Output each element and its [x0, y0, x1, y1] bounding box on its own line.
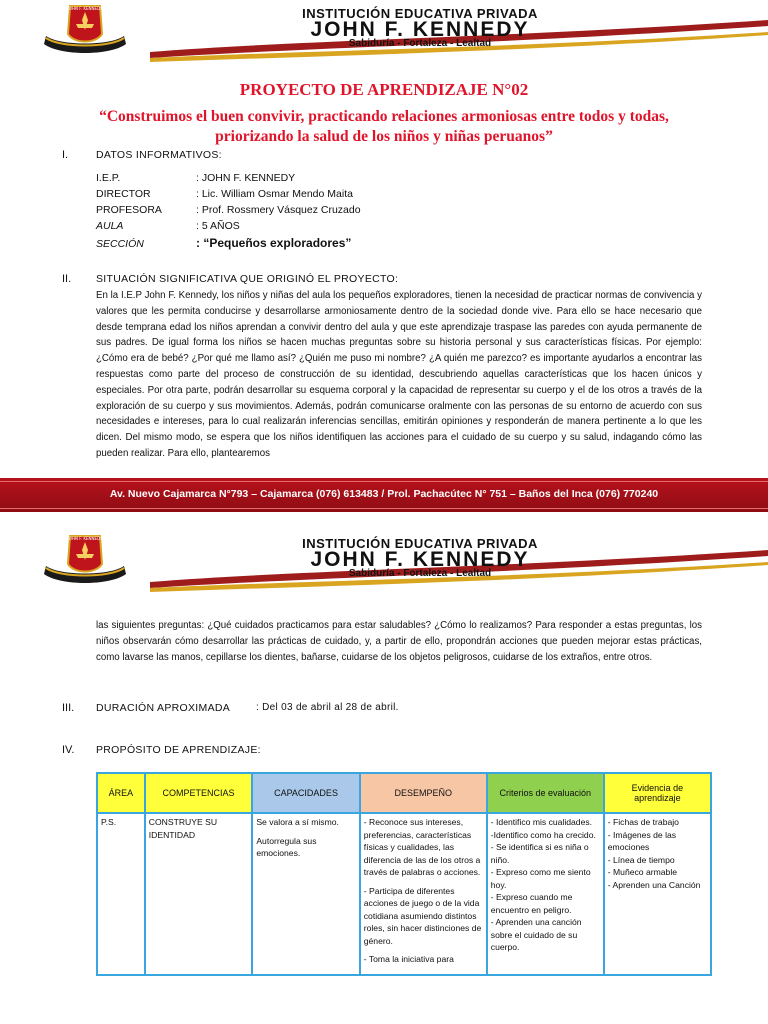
evidencia-item: - Aprenden una Canción [607, 879, 701, 890]
duracion-value: : Del 03 de abril al 28 de abril. [256, 702, 399, 713]
area-value: P.S. [101, 817, 117, 827]
svg-text:JOHN F. KENNEDY: JOHN F. KENNEDY [67, 536, 103, 541]
criterio-item: - Identifico mis cualidades. [490, 817, 593, 827]
datos-label-seccion: SECCIÓN [96, 238, 144, 250]
competencia-value: CONSTRUYE SU IDENTIDAD [148, 817, 218, 840]
section-1-number: I. [62, 149, 69, 161]
criterio-item: - Expreso como me siento hoy. [490, 867, 591, 890]
footer-address: Av. Nuevo Cajamarca N°793 – Cajamarca (076) 613483 / Prol. Pachacútec N° 751 – Baños del Inca (076) 770240 [109, 488, 659, 500]
section-2-number: II. [62, 273, 72, 285]
cell-evidencia [604, 813, 711, 975]
table-row [97, 813, 711, 975]
page-gap [0, 512, 768, 530]
institution-name: JOHN F. KENNEDY [310, 548, 530, 571]
section-4-title: PROPÓSITO DE APRENDIZAJE: [96, 744, 261, 756]
institution-motto: Sabiduría - Fortaleza - Lealtad [348, 38, 492, 49]
project-subtitle: “Construimos el buen convivir, practicando relaciones armoniosas entre todos y todas, priorizando la salud de los niños y niñas peruanos” [99, 108, 669, 145]
criterio-item: - Expreso cuando me encuentro en peligro. [490, 892, 573, 915]
proposito-table [96, 772, 712, 976]
criterio-item: -Identifico como ha crecido. [490, 829, 596, 840]
svg-text:JOHN F. KENNEDY: JOHN F. KENNEDY [67, 6, 103, 11]
header-evidencia: Evidencia de aprendizaje [604, 773, 711, 813]
datos-value-director: : Lic. William Osmar Mendo Maita [196, 188, 353, 200]
footer-bottom-line [0, 508, 768, 509]
continuation-paragraph: las siguientes preguntas: ¿Qué cuidados practicamos para estar saludables? ¿Cómo lo realizamos? Para responder a estas preguntas, los niños observarán cómo desarrollar las prácticas de cuidado, y, a partir de ello, propondrán acciones que pueden mejorar estas prácticas, como lavarse las manos, cepillarse los dientes, bañarse, cuidarse de los objetos peligrosos, cuidarse de los extraños, entre otros. [96, 620, 702, 663]
desempeno-item: - Toma la iniciativa para [363, 954, 454, 964]
section-4-number: IV. [62, 744, 75, 756]
table-header-row [97, 773, 711, 813]
cell-competencia [145, 813, 253, 975]
datos-value-aula: : 5 AÑOS [196, 220, 240, 232]
footer-top-line [0, 481, 768, 482]
section-2-title: SITUACIÓN SIGNIFICATIVA QUE ORIGINÓ EL PROYECTO: [96, 273, 399, 285]
header-competencias: COMPETENCIAS [145, 773, 253, 813]
project-title: PROYECTO DE APRENDIZAJE N°02 [239, 80, 529, 99]
institution-name: JOHN F. KENNEDY [310, 18, 530, 41]
section-3-title: DURACIÓN APROXIMADA [96, 702, 231, 714]
school-crest-logo [40, 4, 130, 60]
institution-motto: Sabiduría - Fortaleza - Lealtad [348, 568, 492, 579]
header-criterios: Criterios de evaluación [487, 773, 604, 813]
cell-criterios [487, 813, 604, 975]
capacidad-item: Se valora a sí mismo. [256, 817, 339, 827]
cell-area [97, 813, 145, 975]
page-2 [0, 530, 768, 1024]
desempeno-item: - Participa de diferentes acciones de juego o de la vida cotidiana asumiendo distintos roles, sin hacer distinciones de género. [363, 885, 482, 946]
letterhead [0, 0, 768, 62]
evidencia-item: - Muñeco armable [607, 867, 678, 877]
header-area: ÁREA [97, 773, 145, 813]
datos-value-seccion: : “Pequeños exploradores” [196, 236, 352, 250]
page-footer [0, 478, 768, 512]
evidencia-item: - Línea de tiempo [607, 854, 675, 865]
section-1-title: DATOS INFORMATIVOS: [96, 149, 222, 161]
evidencia-item: - Imágenes de las emociones [607, 829, 677, 852]
school-crest-logo [40, 534, 130, 590]
capacidad-item: Autorregula sus emociones. [256, 835, 317, 858]
section-3-number: III. [62, 702, 75, 714]
letterhead [0, 530, 768, 592]
datos-value-profesora: : Prof. Rossmery Vásquez Cruzado [196, 204, 361, 216]
evidencia-item: - Fichas de trabajo [607, 817, 679, 827]
datos-label-profesora: PROFESORA [96, 204, 162, 216]
header-desempeno: DESEMPEÑO [360, 773, 487, 813]
header-capacidades: CAPACIDADES [252, 773, 359, 813]
datos-label-director: DIRECTOR [96, 188, 151, 200]
datos-label-iep: I.E.P. [96, 172, 121, 184]
institution-type: INSTITUCIÓN EDUCATIVA PRIVADA [302, 6, 538, 21]
situacion-paragraph: En la I.E.P John F. Kennedy, los niños y niñas del aula los pequeños exploradores, tienen la necesidad de practicar normas de convivencia y valores que les permita conducirse y desarrollarse armoniosamente dentro de la sociedad donde vive. Para ello se hace necesario que desde temprana edad los niños aprendan a convivir dentro del aula y que este aprendizaje traspase las paredes con ayuda permanente de sus padres. De igual forma los niños se hacen muchas preguntas sobre su historia personal y sus características físicas. Por ejemplo: ¿Cómo era de bebé? ¿Por qué me llamo así? ¿Quién me puso mi nombre? ¿A quién me parezco? es importante ayudarlos a encontrar las respuestas como parte del proceso de construcción de su identidad, descubriendo aquellas características que los hacen únicos y especiales. Por otra parte, podrán desarrollar su esquema corporal y la capacidad de representar su cuerpo y el de los otros a través de la exploración de su cuerpo y sus movimientos. Además, podrán comunicarse oralmente con las personas de su entorno de acuerdo con sus necesidades e intereses, para lo cual realizarán inferencias sencillas, emitirán opiniones y responderán de manera pertinente a lo que les dicen. Del mismo modo, se espera que los niños identifiquen las acciones para el cuidado de su cuerpo y su salud, indagando cómo las pueden realizar. Para ello, plantearemos [96, 290, 702, 459]
desempeno-item: - Reconoce sus intereses, preferencias, características físicas y cualidades, las diferencia de las de los otros a través de palabras o acciones. [363, 817, 481, 877]
cell-desempeno [360, 813, 487, 975]
criterio-item: - Aprenden una canción sobre el cuidado de su cuerpo. [490, 917, 582, 952]
datos-label-aula: AULA [96, 220, 124, 232]
criterio-item: - Se identifica si es niña o niño. [490, 842, 589, 865]
datos-value-iep: : JOHN F. KENNEDY [196, 172, 296, 184]
cell-capacidades [252, 813, 359, 975]
institution-type: INSTITUCIÓN EDUCATIVA PRIVADA [302, 536, 538, 551]
